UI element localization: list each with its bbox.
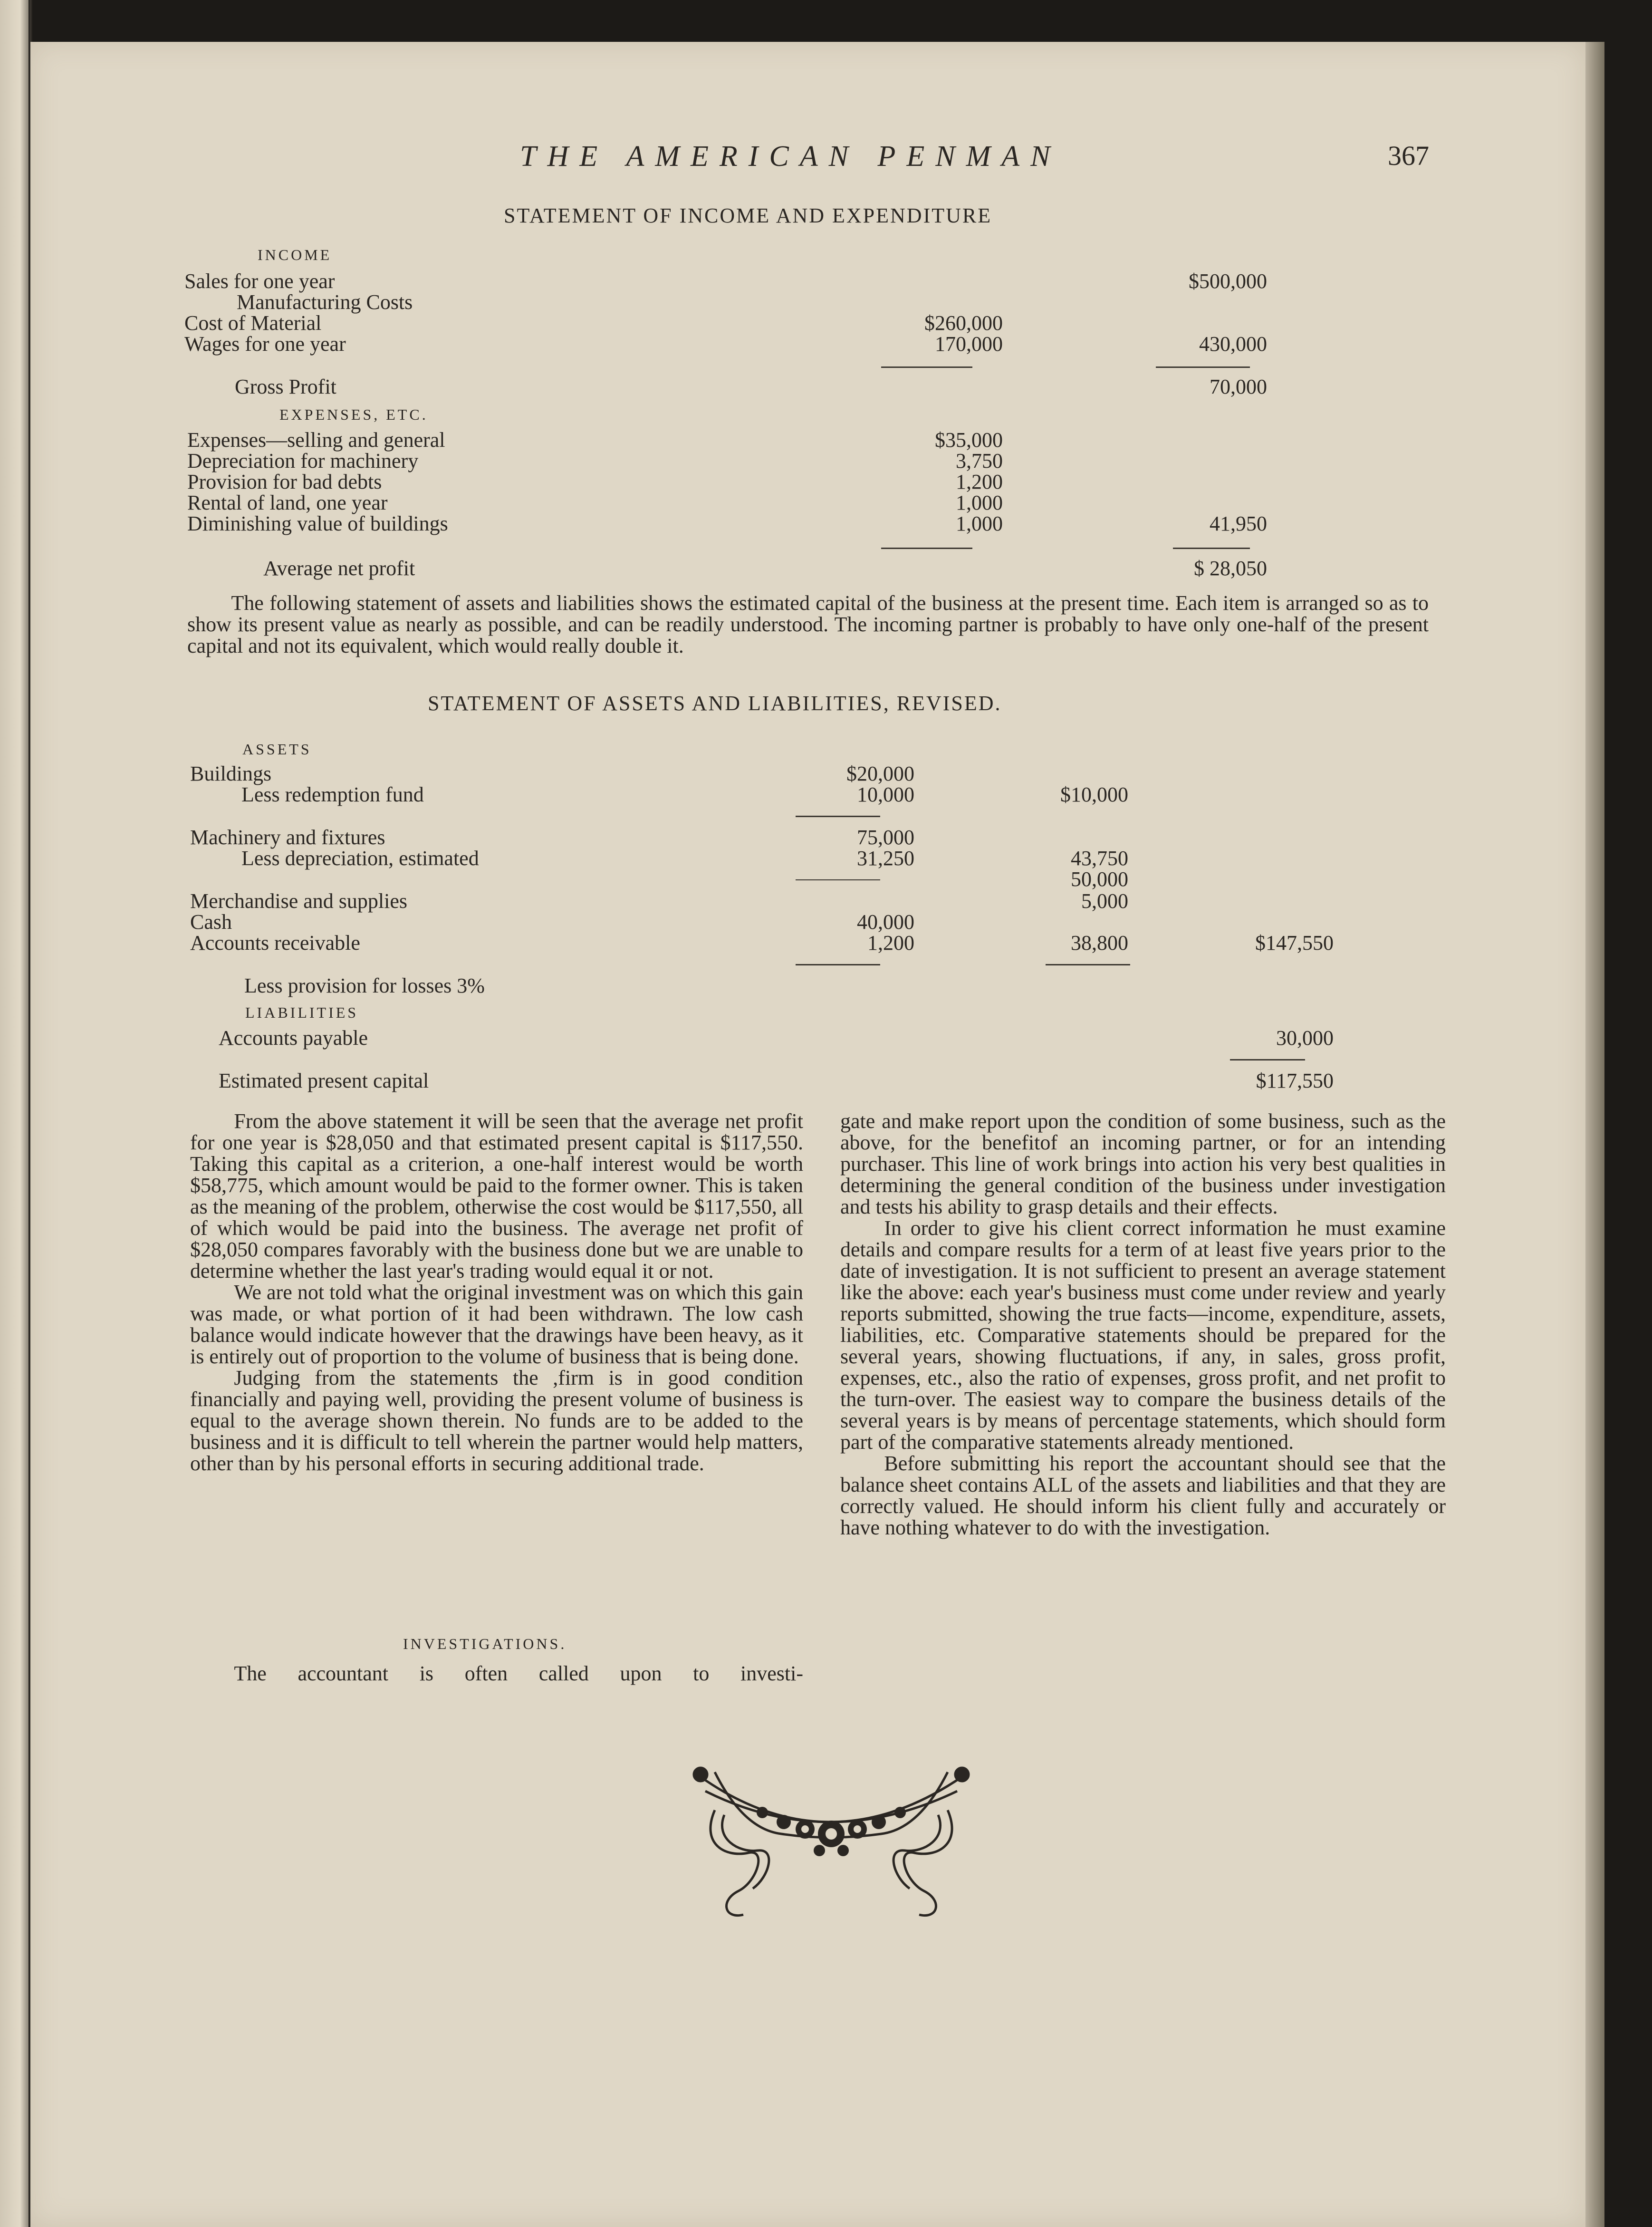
accounts-receivable-label: Accounts receivable: [190, 931, 360, 954]
expense-label: Expenses—selling and general: [187, 428, 445, 452]
expense-label: Rental of land, one year: [187, 491, 388, 514]
depreciation-label: Less depreciation, estimated: [241, 847, 479, 870]
accounts-payable-label: Accounts payable: [219, 1026, 368, 1050]
total-assets: $147,550: [1255, 931, 1334, 954]
left-paragraph: Judging from the statements the ,firm is in good condition financially and paying well, providing the present volume of business is equal to the average shown therein. No funds are to be added to the business and it is difficult to tell wherein the partner would help matters, other than by his personal efforts in securing additional trade.: [190, 1366, 803, 1475]
ar-provision: 1,200: [867, 931, 914, 954]
left-column: [190, 1110, 803, 1474]
expense-value: $35,000: [935, 428, 1003, 452]
buildings-value: $20,000: [846, 762, 914, 785]
accounts-payable-value: 30,000: [1276, 1026, 1334, 1050]
page: [30, 42, 1585, 2227]
rule: [1156, 366, 1250, 368]
rule: [796, 879, 880, 880]
right-paragraph: In order to give his client correct information he must examine details and compare results for a term of at least five years prior to the date of investigation. It is not sufficient to present an average statement like the above: each year's business must come under review and yearly reports submitted, showing the true facts—income, expenditure, assets, liabilities, etc. Comparative statements should be prepared for the several years, showing fluctuations, if any, in sales, gross profit, expenses, etc., also the ratio of expenses, gross profit, and net profit to the turn-over. The easiest way to compare the business details of the several years is by means of percentage statements, which should form part of the comparative statements already mentioned.: [840, 1216, 1446, 1454]
sales-total: $500,000: [1189, 270, 1267, 293]
income-heading: INCOME: [258, 246, 332, 263]
expense-label: Diminishing value of buildings: [187, 512, 448, 535]
expense-label: Depreciation for machinery: [187, 449, 419, 472]
left-page-edge: [0, 0, 29, 2227]
expense-value: 1,200: [956, 470, 1003, 493]
left-paragraph: We are not told what the original investment was on which this gain was made, or what portion of it had been withdrawn. The low cash balance would indicate however that the drawings have been heavy, as it is entirely out of proportion to the volume of business that is being done.: [190, 1281, 803, 1368]
capital-value: $117,550: [1256, 1069, 1334, 1092]
cash-label: Cash: [190, 910, 232, 934]
depreciation-value: 31,250: [857, 847, 914, 870]
redemption-value: 10,000: [857, 783, 914, 806]
investigations-start-text: The accountant is often called upon to investi-: [234, 1662, 803, 1685]
liabilities-heading: LIABILITIES: [245, 1004, 359, 1021]
redemption-label: Less redemption fund: [241, 783, 424, 806]
gross-profit-label: Gross Profit: [235, 375, 336, 398]
rule: [1230, 1059, 1305, 1060]
gross-profit-value: 70,000: [1210, 375, 1267, 398]
buildings-net: $10,000: [1060, 783, 1128, 806]
machinery-net: 43,750: [1071, 847, 1128, 870]
net-profit-value: $ 28,050: [1194, 557, 1267, 580]
manufacturing-heading: Manufacturing Costs: [237, 290, 413, 314]
ar-value: 40,000: [857, 910, 914, 934]
right-paragraph: gate and make report upon the condition of some business, such as the above, for the benefitof an incoming partner, or for an intending purchaser. This line of work brings into action his very best qualities in determining the general condition of the business under investigation and tests his ability to grasp details and their effects.: [840, 1109, 1446, 1218]
wages-label: Wages for one year: [184, 332, 346, 356]
material-label: Cost of Material: [184, 311, 322, 335]
sales-label: Sales for one year: [184, 270, 335, 293]
expense-label: Provision for bad debts: [187, 470, 382, 493]
intro-text: The following statement of assets and liabilities shows the estimated capital of the business at the present time. Each item is arranged so as to show its present value as nearly as possible, and can be readily understood. The incoming partner is probably to have only one-half of the present capital and not its equivalent, which would really double it.: [187, 591, 1429, 657]
wages-value: 170,000: [935, 332, 1003, 356]
expenses-total: 41,950: [1210, 512, 1267, 535]
rule: [881, 548, 972, 549]
floral-garland-ornament-icon: [686, 1758, 976, 1924]
right-page-edge: [1585, 42, 1604, 2227]
machinery-value: 75,000: [857, 826, 914, 849]
capital-label: Estimated present capital: [219, 1069, 429, 1092]
investigations-start: [190, 1663, 803, 1684]
right-column: [840, 1110, 1446, 1538]
rule: [796, 964, 880, 965]
merchandise-label: Merchandise and supplies: [190, 889, 407, 913]
rule: [796, 816, 880, 817]
balance-sheet-title: STATEMENT OF ASSETS AND LIABILITIES, REVISED.: [428, 692, 1002, 715]
manufacturing-total: 430,000: [1199, 332, 1267, 356]
right-paragraph: Before submitting his report the accountant should see that the balance sheet contains ALL of the assets and liabilities and that they are correctly valued. He should inform his client fully and accurately or have nothing whatever to do with the investigation.: [840, 1452, 1446, 1539]
buildings-label: Buildings: [190, 762, 272, 785]
expense-value: 1,000: [956, 491, 1003, 514]
rule: [1173, 548, 1250, 549]
ar-net: 38,800: [1071, 931, 1128, 954]
investigations-heading: INVESTIGATIONS.: [403, 1635, 567, 1652]
expense-value: 1,000: [956, 512, 1003, 535]
left-paragraph: From the above statement it will be seen that the average net profit for one year is $28,050 and that estimated present capital is $117,550. Taking this capital as a criterion, a one-half interest would be worth $58,775, which amount would be paid to the former owner. This is taken as the meaning of the problem, otherwise the cost would be $117,550, all of which would be paid into the business. The average net profit of $28,050 compares favorably with the business done but we are unable to determine whether the last year's trading would equal it or not.: [190, 1109, 803, 1282]
page-number: 367: [1388, 140, 1429, 171]
material-value: $260,000: [924, 311, 1003, 335]
running-head: THE AMERICAN PENMAN: [520, 140, 1061, 173]
merchandise-value: 5,000: [1081, 889, 1128, 913]
expense-value: 3,750: [956, 449, 1003, 472]
net-profit-label: Average net profit: [263, 557, 415, 580]
assets-heading: ASSETS: [242, 741, 312, 758]
machinery-label: Machinery and fixtures: [190, 826, 385, 849]
less-provision-label: Less provision for losses 3%: [244, 974, 485, 997]
income-statement-title: STATEMENT OF INCOME AND EXPENDITURE: [504, 204, 992, 227]
rule: [881, 366, 972, 368]
expenses-heading: EXPENSES, ETC.: [279, 406, 428, 423]
intro-paragraph: [187, 592, 1429, 656]
merchandise-col3: 50,000: [1071, 868, 1128, 891]
rule: [1046, 964, 1130, 965]
